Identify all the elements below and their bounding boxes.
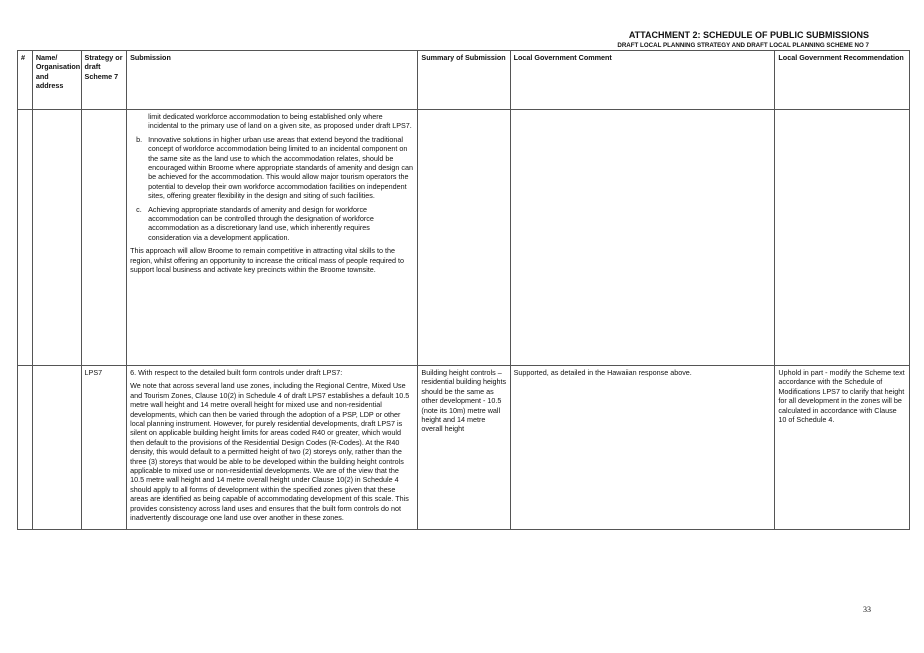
cell-comment: Supported, as detailed in the Hawaiian response above. (510, 366, 775, 530)
submission-heading: 6. With respect to the detailed built form controls under draft LPS7: (130, 368, 343, 377)
submission-body: We note that across several land use zones, including the Regional Centre, Mixed Use and Tourism Zones, Clause 10(2) in Schedule 4 of draft LPS7 establishes a default 10.5 metre wall height and 14 metre overall height for mixed use and non-residential developments, which can then be varied through the adoption of a PSP, LDP or other local planning instrument. However, for purely residential developments, draft LPS7 is silent on applicable building height limits for areas coded R40 or greater, which would then default to the provisions of the Residential Design Codes (R-Codes). At the R40 density, this would default to a permitted height of two (2) storeys only, rather than the three (3) storeys that would be able to be developed within the building height controls applicable to mixed use or non-residential developments. We are of the view that the 10.5 metre wall height and 14 metre overall height under Clause 10(2) in Schedule 4 should apply to all forms of development within the specified zones given that these areas are identified as being capable of accommodating development of this scale. This provides consistency across land uses and ensures that the built form controls do not inadvertently discourage one land use over another in these zones. (130, 381, 410, 523)
cell-summary: Building height controls – residential building heights should be the same as other development - 10.5 (note its 10m) metre wall height and 14 metre overall height (418, 366, 510, 530)
table-header-row (18, 51, 910, 110)
submission-item-c (136, 204, 414, 243)
col-header-summary: Summary of Submission (418, 51, 510, 110)
item-marker-b: b. (136, 134, 143, 144)
page-number: 33 (863, 605, 871, 614)
col-header-submission: Submission (127, 51, 418, 110)
document-title: ATTACHMENT 2: SCHEDULE OF PUBLIC SUBMISSIONS (628, 30, 869, 40)
cell-recommendation (775, 110, 910, 366)
cell-comment (510, 110, 775, 366)
col-header-name: Name/ Organisation and address (32, 51, 81, 110)
cell-submission (127, 110, 418, 366)
table-row (18, 366, 910, 530)
item-marker-c: c. (136, 204, 142, 214)
col-header-recommendation: Local Government Recommendation (775, 51, 910, 110)
table-row (18, 110, 910, 366)
cell-strategy (81, 110, 127, 366)
col-header-strategy: Strategy or draft Scheme 7 (81, 51, 127, 110)
cell-name (32, 366, 81, 530)
col-header-comment: Local Government Comment (510, 51, 775, 110)
cell-strategy: LPS7 (81, 366, 127, 530)
submission-item-b (136, 134, 414, 201)
col-header-number: # (18, 51, 33, 110)
cell-name (32, 110, 81, 366)
cell-recommendation: Uphold in part - modify the Scheme text accordance with the Schedule of Modifications LPS7 to clarify that height for all development in the zones will be calculated in accordance with Clause 10 of Schedule 4. (775, 366, 910, 530)
item-b-text: Innovative solutions in higher urban use areas that extend beyond the traditional concept of workforce accommodation being limited to an incidental component on the same site as the land use to which the accommodation relates, should be encouraged within Broome where appropriate standards of amenity and design can be achieved for the accommodation. This would allow major tourism operators the potential to develop their own workforce accommodation facilities on independent sites, offering greater flexibility in the design and siting of such facilities. (148, 134, 413, 201)
cell-number (18, 110, 33, 366)
cell-number (18, 366, 33, 530)
submissions-table (17, 50, 910, 530)
cell-submission (127, 366, 418, 530)
item-c-text: Achieving appropriate standards of amenity and design for workforce accommodation can be controlled through the designation of workforce accommodation as a discretionary land use, which inherently requires consideration via a development application. (148, 204, 374, 242)
submission-closing-paragraph: This approach will allow Broome to remain competitive in attracting vital skills to the region, whilst offering an opportunity to increase the critical mass of people required to support local business and activate key precincts within the Broome townsite. (130, 246, 405, 275)
cell-summary (418, 110, 510, 366)
submission-continued-text: limit dedicated workforce accommodation to being established only where incidental to the primary use of land on a given site, as proposed under draft LPS7. (148, 112, 412, 131)
document-subtitle: DRAFT LOCAL PLANNING STRATEGY AND DRAFT LOCAL PLANNING SCHEME NO 7 (617, 42, 869, 49)
